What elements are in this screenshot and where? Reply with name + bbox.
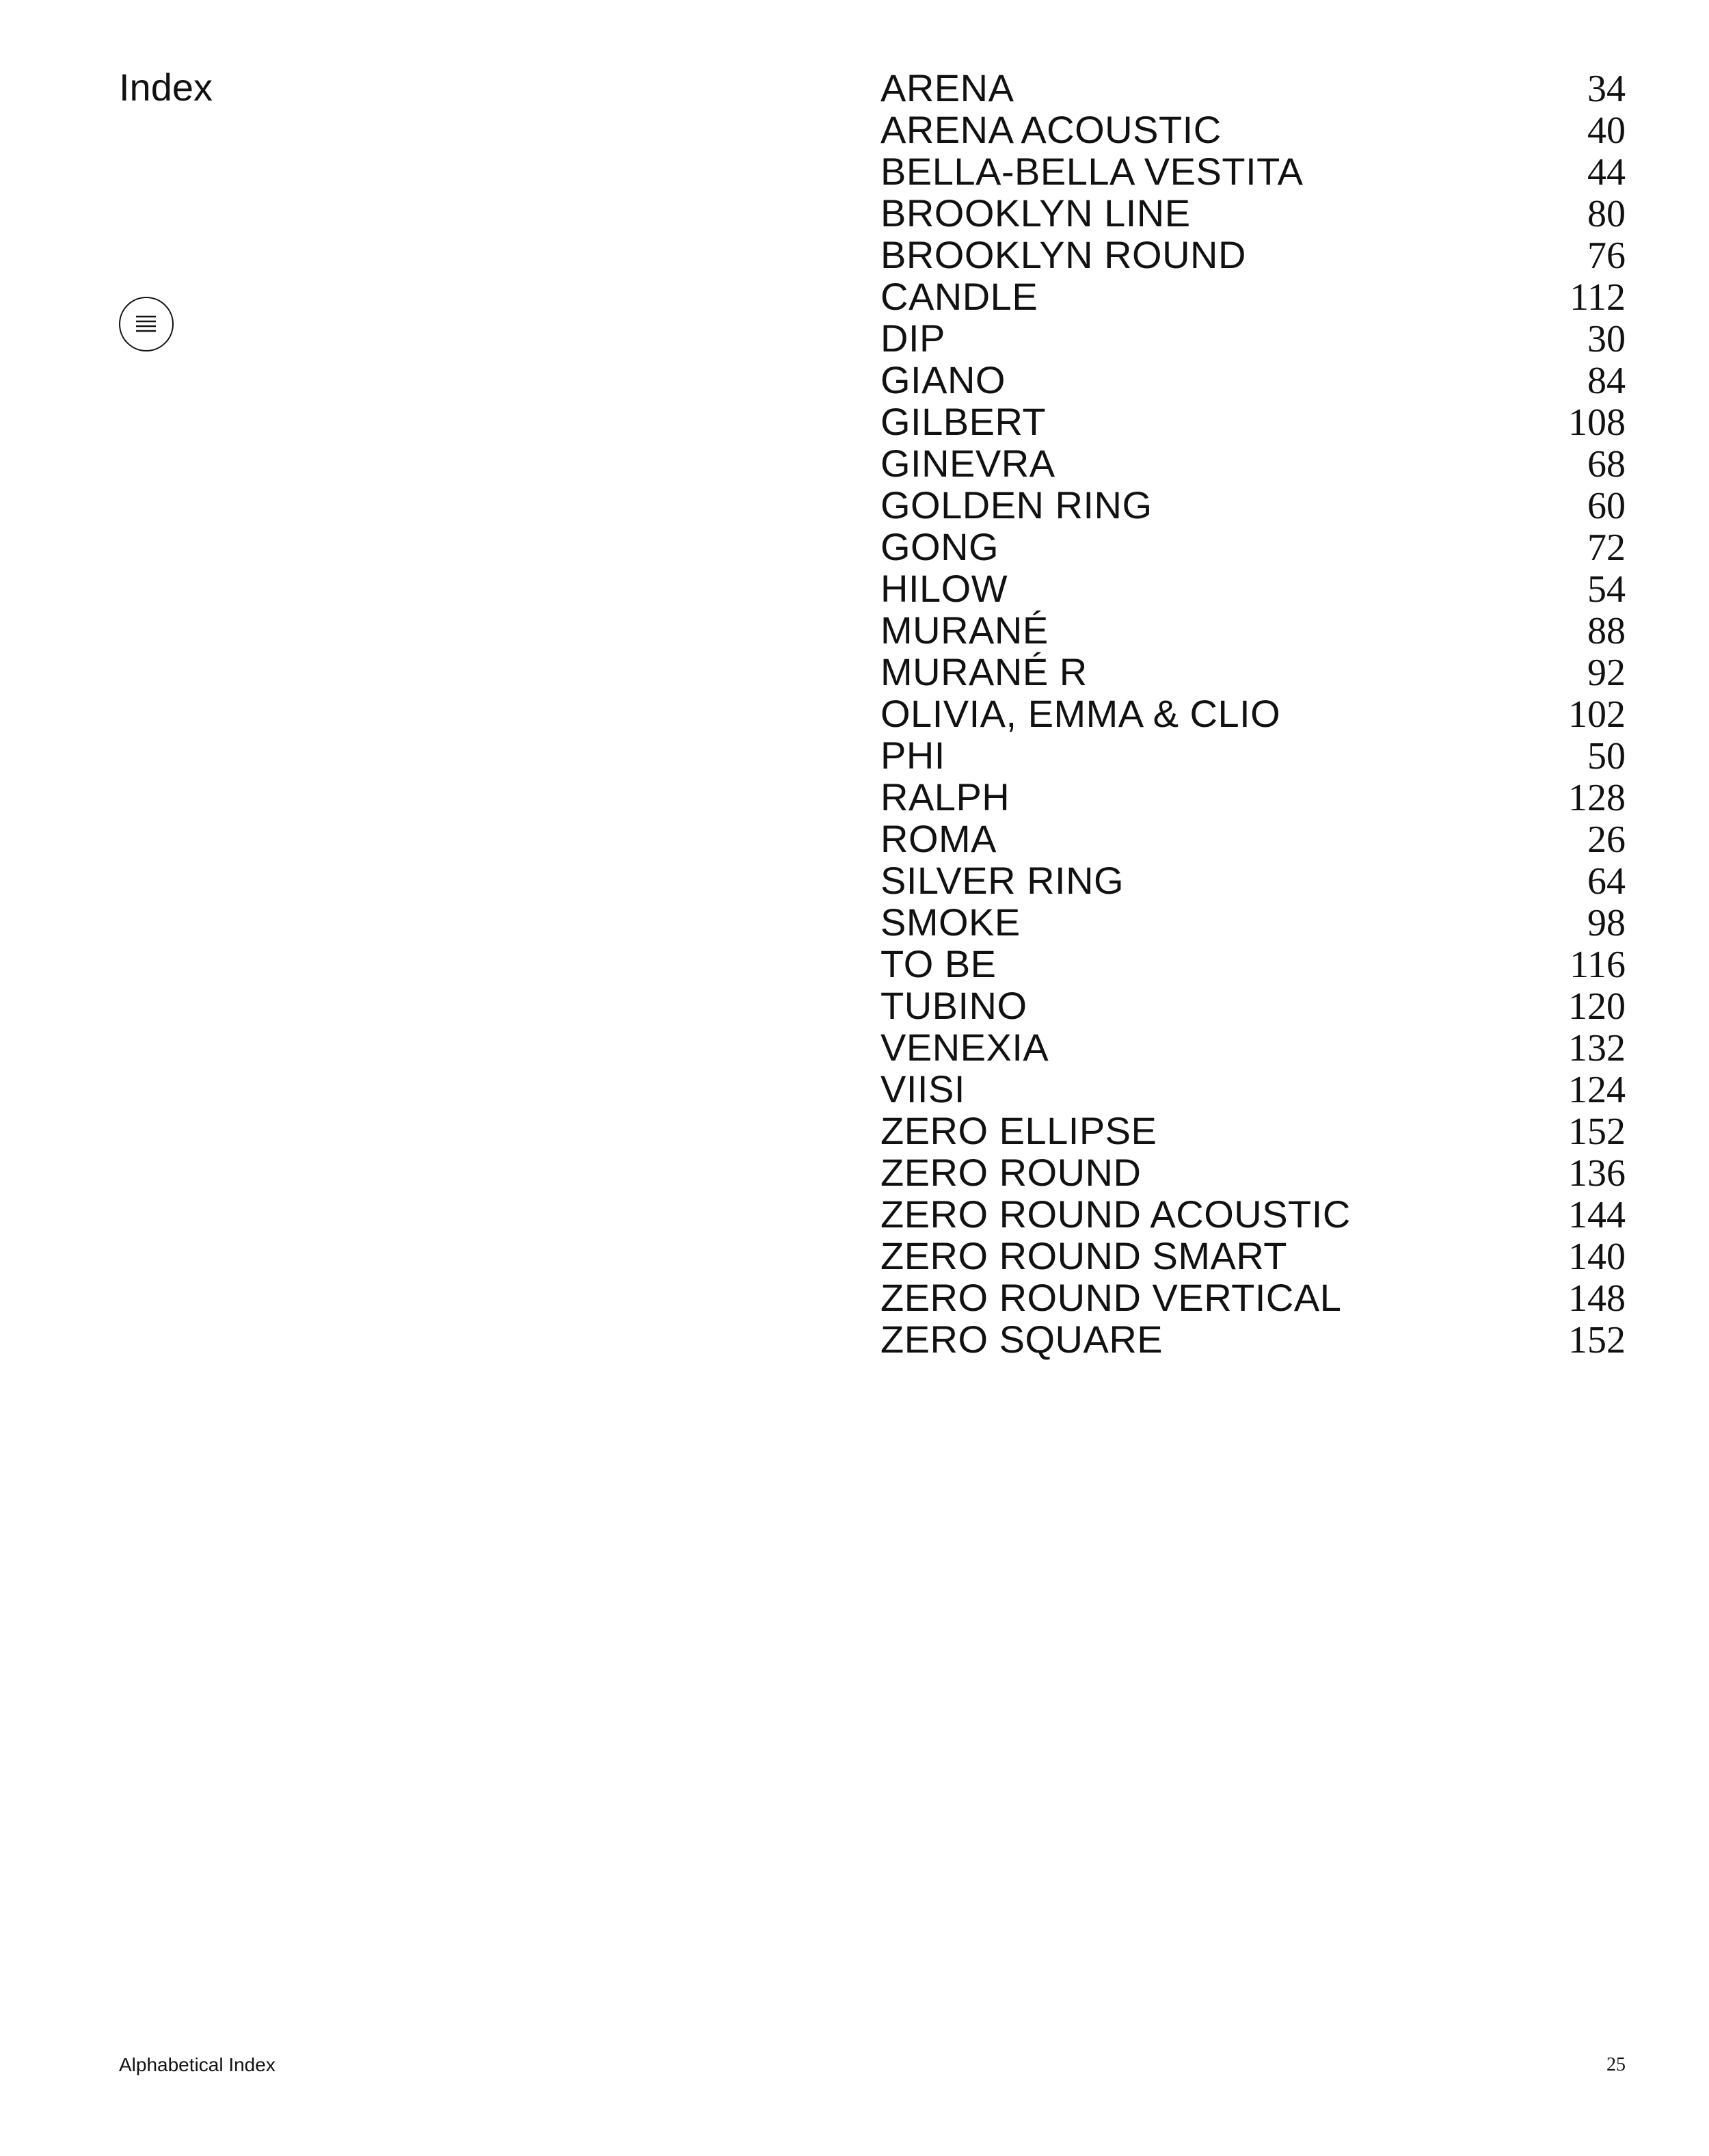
index-entry[interactable]	[880, 526, 1626, 568]
index-entry[interactable]	[880, 192, 1626, 234]
index-entry[interactable]	[880, 693, 1626, 734]
entry-page-number: 102	[1568, 693, 1626, 736]
index-list	[880, 67, 1626, 1360]
entry-name: VIISI	[880, 1067, 965, 1110]
index-entry[interactable]	[880, 943, 1626, 985]
entry-page-number: 92	[1587, 652, 1626, 694]
index-entry[interactable]	[880, 1277, 1626, 1318]
index-entry[interactable]	[880, 276, 1626, 317]
index-entry[interactable]	[880, 109, 1626, 150]
entry-name: MURANÉ R	[880, 650, 1088, 693]
entry-page-number: 116	[1570, 944, 1626, 986]
menu-button[interactable]	[119, 297, 174, 351]
index-entry[interactable]	[880, 1318, 1626, 1360]
entry-name: GILBERT	[880, 400, 1047, 443]
index-entry[interactable]	[880, 985, 1626, 1026]
entry-page-number: 76	[1587, 235, 1626, 277]
entry-name: GIANO	[880, 358, 1006, 401]
entry-page-number: 136	[1568, 1152, 1626, 1195]
entry-name: ZERO ROUND	[880, 1151, 1142, 1194]
index-entry[interactable]	[880, 150, 1626, 192]
entry-name: ZERO ELLIPSE	[880, 1109, 1157, 1152]
entry-page-number: 54	[1587, 568, 1626, 611]
entry-name: DIP	[880, 317, 945, 360]
entry-name: TUBINO	[880, 984, 1027, 1027]
entry-page-number: 30	[1587, 318, 1626, 360]
index-entry[interactable]	[880, 234, 1626, 276]
index-entry[interactable]	[880, 67, 1626, 109]
entry-name: ARENA ACOUSTIC	[880, 108, 1222, 151]
entry-page-number: 132	[1568, 1027, 1626, 1069]
index-entry[interactable]	[880, 1152, 1626, 1193]
entry-page-number: 152	[1568, 1110, 1626, 1153]
footer-section-label: Alphabetical Index	[119, 2054, 275, 2075]
entry-page-number: 152	[1568, 1319, 1626, 1361]
entry-name: GONG	[880, 525, 999, 568]
entry-page-number: 44	[1587, 151, 1626, 194]
index-entry[interactable]	[880, 401, 1626, 442]
index-entry[interactable]	[880, 901, 1626, 943]
index-entry[interactable]	[880, 359, 1626, 401]
entry-page-number: 120	[1568, 985, 1626, 1028]
entry-page-number: 108	[1568, 401, 1626, 444]
entry-name: SMOKE	[880, 901, 1021, 944]
entry-page-number: 26	[1587, 819, 1626, 861]
entry-name: CANDLE	[880, 275, 1038, 318]
index-entry[interactable]	[880, 442, 1626, 484]
index-entry[interactable]	[880, 651, 1626, 693]
entry-name: VENEXIA	[880, 1026, 1049, 1069]
entry-page-number: 64	[1587, 860, 1626, 903]
index-entry[interactable]	[880, 568, 1626, 609]
entry-page-number: 50	[1587, 735, 1626, 777]
entry-name: BROOKLYN LINE	[880, 191, 1191, 235]
entry-page-number: 144	[1568, 1194, 1626, 1236]
index-entry[interactable]	[880, 1026, 1626, 1068]
entry-page-number: 34	[1587, 68, 1626, 110]
index-entry[interactable]	[880, 1193, 1626, 1235]
index-entry[interactable]	[880, 1068, 1626, 1110]
entry-name: GOLDEN RING	[880, 483, 1153, 527]
entry-name: RALPH	[880, 775, 1010, 819]
index-entry[interactable]	[880, 1235, 1626, 1277]
entry-page-number: 84	[1587, 360, 1626, 402]
entry-name: SILVER RING	[880, 859, 1125, 902]
entry-name: GINEVRA	[880, 442, 1055, 485]
entry-page-number: 40	[1587, 109, 1626, 152]
entry-name: BELLA-BELLA VESTITA	[880, 150, 1304, 193]
entry-name: BROOKLYN ROUND	[880, 233, 1246, 276]
index-entry[interactable]	[880, 1110, 1626, 1152]
entry-name: OLIVIA, EMMA & CLIO	[880, 692, 1281, 735]
entry-name: ZERO ROUND VERTICAL	[880, 1276, 1342, 1319]
entry-page-number: 98	[1587, 902, 1626, 944]
entry-name: ARENA	[880, 66, 1014, 109]
entry-name: ROMA	[880, 817, 997, 860]
entry-name: PHI	[880, 734, 945, 777]
entry-page-number: 124	[1568, 1069, 1626, 1111]
entry-name: HILOW	[880, 567, 1008, 610]
entry-name: TO BE	[880, 942, 997, 985]
entry-name: ZERO ROUND SMART	[880, 1234, 1287, 1277]
index-entry[interactable]	[880, 317, 1626, 359]
hamburger-menu-icon	[120, 298, 172, 349]
entry-page-number: 112	[1570, 276, 1626, 319]
entry-name: ZERO SQUARE	[880, 1318, 1163, 1361]
entry-page-number: 68	[1587, 443, 1626, 485]
index-entry[interactable]	[880, 609, 1626, 651]
page-title: Index	[119, 66, 213, 109]
entry-name: MURANÉ	[880, 609, 1049, 652]
entry-page-number: 140	[1568, 1236, 1626, 1278]
index-entry[interactable]	[880, 818, 1626, 860]
page-number: 25	[1606, 2054, 1626, 2075]
entry-page-number: 80	[1587, 193, 1626, 235]
index-entry[interactable]	[880, 484, 1626, 526]
index-entry[interactable]	[880, 734, 1626, 776]
entry-page-number: 88	[1587, 610, 1626, 652]
entry-page-number: 72	[1587, 527, 1626, 569]
index-entry[interactable]	[880, 860, 1626, 901]
entry-name: ZERO ROUND ACOUSTIC	[880, 1193, 1351, 1236]
entry-page-number: 128	[1568, 777, 1626, 819]
entry-page-number: 60	[1587, 485, 1626, 527]
entry-page-number: 148	[1568, 1277, 1626, 1320]
index-entry[interactable]	[880, 776, 1626, 818]
